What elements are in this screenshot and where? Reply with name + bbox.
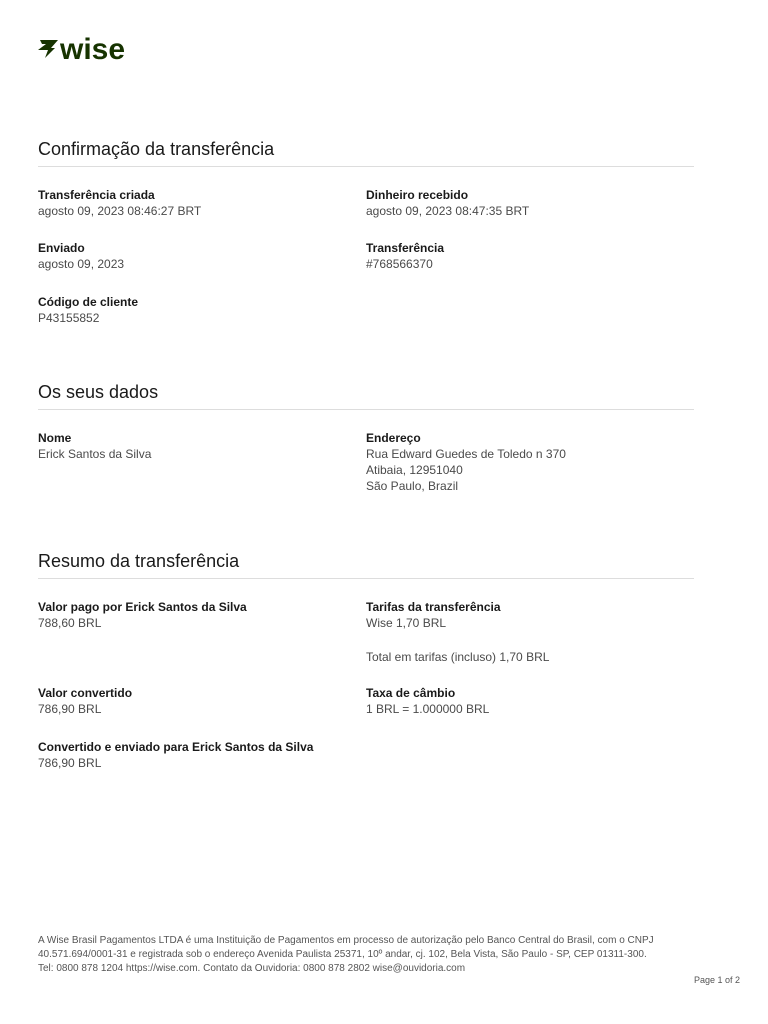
exchange-rate [366, 685, 686, 717]
transfer-id-label: Transferência [366, 241, 445, 255]
address-field [366, 430, 686, 494]
client-code-value: P43155852 [38, 311, 100, 325]
address-label: Endereço [366, 431, 421, 445]
converted-sent [38, 739, 438, 771]
transfer-id [366, 240, 686, 272]
transfer-id-value: #768566370 [366, 257, 433, 271]
name-field [38, 430, 358, 462]
sent-date [38, 240, 358, 272]
transfer-fees [366, 599, 686, 665]
address-line-1: Rua Edward Guedes de Toledo n 370 [366, 447, 566, 461]
footer-line-1: A Wise Brasil Pagamentos LTDA é uma Instituição de Pagamentos em processo de autorização pelo Banco Central do Brasil, com o CNPJ [38, 935, 654, 946]
amount-paid-value: 788,60 BRL [38, 616, 102, 630]
wise-logo [38, 34, 150, 62]
fees-total: Total em tarifas (incluso) 1,70 BRL [366, 650, 550, 664]
page-number: Page 1 of 2 [694, 975, 741, 985]
your-data-title: Os seus dados [38, 382, 694, 410]
amount-paid-label: Valor pago por Erick Santos da Silva [38, 600, 247, 614]
name-value: Erick Santos da Silva [38, 447, 152, 461]
sent-date-value: agosto 09, 2023 [38, 257, 125, 271]
money-received [366, 187, 686, 219]
wise-logo-icon [38, 34, 150, 62]
money-received-label: Dinheiro recebido [366, 188, 469, 202]
confirmation-title: Confirmação da transferência [38, 139, 694, 167]
converted-amount-label: Valor convertido [38, 686, 133, 700]
address-line-3: São Paulo, Brazil [366, 479, 459, 493]
converted-amount [38, 685, 358, 717]
transfer-created-value: agosto 09, 2023 08:46:27 BRT [38, 204, 202, 218]
footer-line-3: Tel: 0800 878 1204 https://wise.com. Contato da Ouvidoria: 0800 878 2802 wise@ouvidoria.com [38, 963, 466, 974]
footer-line-2: 40.571.694/0001-31 e registrada sob o endereço Avenida Paulista 25371, 10º andar, cj. 102, Bela Vista, São Paulo - SP, CEP 01311-300. [38, 949, 647, 960]
transfer-fees-value: Wise 1,70 BRL [366, 616, 447, 630]
summary-title: Resumo da transferência [38, 551, 694, 579]
converted-sent-value: 786,90 BRL [38, 756, 102, 770]
name-label: Nome [38, 431, 72, 445]
transfer-fees-label: Tarifas da transferência [366, 600, 501, 614]
transfer-created-label: Transferência criada [38, 188, 155, 202]
client-code [38, 294, 358, 326]
exchange-rate-label: Taxa de câmbio [366, 686, 456, 700]
transfer-created [38, 187, 358, 219]
address-line-2: Atibaia, 12951040 [366, 463, 463, 477]
exchange-rate-value: 1 BRL = 1.000000 BRL [366, 702, 490, 716]
converted-sent-label: Convertido e enviado para Erick Santos da Silva [38, 740, 314, 754]
money-received-value: agosto 09, 2023 08:47:35 BRT [366, 204, 530, 218]
converted-amount-value: 786,90 BRL [38, 702, 102, 716]
amount-paid [38, 599, 358, 631]
client-code-label: Código de cliente [38, 295, 139, 309]
legal-footer [38, 934, 708, 976]
sent-date-label: Enviado [38, 241, 85, 255]
svg-text:wise: wise [60, 34, 126, 62]
